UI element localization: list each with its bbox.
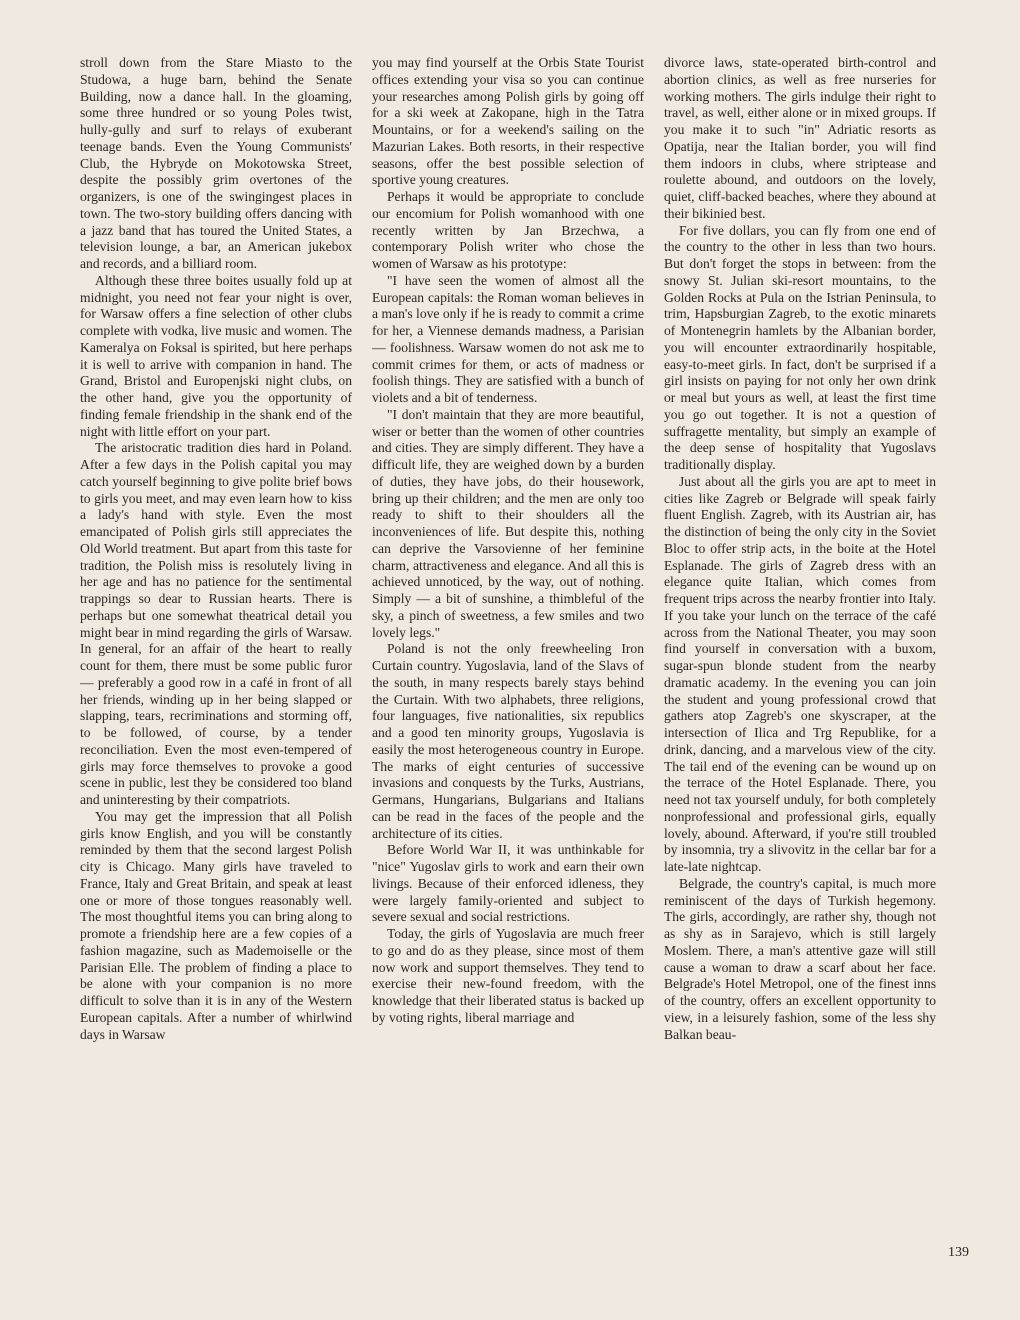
paragraph: Poland is not the only freewheeling Iron Curtain country. Yugoslavia, land of the Slavs of the south, in many respects barely stays behind the Curtain. With two alphabets, three religions, four languages, five nationalities, six republics and a good ten minority groups, Yugoslavia is easily the most heterogeneous country in Europe. The marks of eight centuries of successive invasions and conquests by the Turks, Austrians, Germans, Hungarians, Bulgarians and Italians can be read in the faces of the people and the architecture of its cities.: [372, 641, 644, 841]
paragraph: For five dollars, you can fly from one end of the country to the other in less than two hours. But don't forget the stops in between: from the snowy St. Julian ski-resort mountains, to the Golden Rocks at Pula on the Istrian Peninsula, to trim, Hapsburgian Zagreb, to the exotic minarets of Montenegrin hamlets by the Albanian border, you will encounter extraordinarily hospitable, easy-to-meet girls. In fact, don't be surprised if a girl insists on paying for not only her own drink or meal but yours as well, at least the first time you go out together. It is not a question of suffragette mentality, but simply an example of the deep sense of hospitality that Yugoslavs traditionally display.: [664, 222, 936, 472]
paragraph: Today, the girls of Yugoslavia are much freer to go and do as they please, since most of them now work and support themselves. They tend to exercise their new-found freedom, with the knowledge that their liberated status is backed up by voting rights, liberal marriage and: [372, 926, 644, 1025]
paragraph: You may get the impression that all Polish girls know English, and you will be constantly reminded by them that the second largest Polish city is Chicago. Many girls have traveled to France, Italy and Great Britain, and speak at least one or more of those tongues reasonably well. The most thoughtful items you can bring along to promote a friendship here are a few copies of a fashion magazine, such as Mademoiselle or the Parisian Elle. The problem of finding a place to be alone with your companion is no more difficult to solve than it is in any of the Western European capitals. After a number of whirlwind days in Warsaw: [80, 808, 352, 1042]
text-column-1: [80, 55, 352, 1270]
paragraph: "I have seen the women of almost all the European capitals: the Roman woman believes in a man's love only if he is ready to commit a crime for her, a Viennese demands madness, a Parisian — foolishness. Warsaw women do not ask me to commit crimes for them, or acts of madness or foolish things. They are satisfied with a bunch of violets and a bit of tenderness.: [372, 272, 644, 405]
paragraph: stroll down from the Stare Miasto to the Studowa, a huge barn, behind the Senate Building, now a dance hall. In the gloaming, some three hundred or so young Poles twist, hully-gully and surf to relays of exuberant teenage bands. Even the Young Communists' Club, the Hybryde on Mokotowska Street, despite the possibly grim overtones of the organizers, is one of the swingingest places in town. The two-story building offers dancing with a jazz band that has toured the United States, a television lounge, a bar, an American jukebox and records, and a billiard room.: [80, 55, 352, 271]
paragraph: Before World War II, it was unthinkable for "nice" Yugoslav girls to work and earn their own livings. Because of their enforced idleness, they were largely family-oriented and subject to severe sexual and social restrictions.: [372, 842, 644, 925]
paragraph: The aristocratic tradition dies hard in Poland. After a few days in the Polish capital you may catch yourself beginning to give polite brief bows to girls you meet, and may even learn how to kiss a lady's hand with style. Even the most emancipated of Polish girls still appreciates the Old World treatment. But apart from this taste for tradition, the Polish miss is resolutely living in her age and has no patience for the sentimental trappings so dear to Russian hearts. There is perhaps but one somewhat theatrical detail you might bear in mind regarding the girls of Warsaw. In general, for an affair of the heart to really count for them, there must be some public furor — preferably a good row in a café in front of all her friends, winding up in her being slapped or slapping, tears, recriminations and storming off, to be followed, of course, by a tender reconciliation. Even the most even-tempered of girls may force themselves to provoke a good scene in public, lest they be considered too bland and uninteresting by their compatriots.: [80, 440, 352, 807]
paragraph: you may find yourself at the Orbis State Tourist offices extending your visa so you can continue your researches among Polish girls by going off for a ski week at Zakopane, high in the Tatra Mountains, or for a weekend's sailing on the Mazurian Lakes. Both resorts, in their respective seasons, offer the best possible selection of sportive young creatures.: [372, 55, 644, 188]
paragraph: Belgrade, the country's capital, is much more reminiscent of the days of Turkish hegemony. The girls, accordingly, are rather shy, though not as shy as in Sarajevo, which is still largely Moslem. There, a man's attentive gaze will still cause a woman to draw a scarf about her face. Belgrade's Hotel Metropol, one of the finest inns of the country, offers an excellent opportunity to view, in a leisurely fashion, some of the less shy Balkan beau-: [664, 875, 936, 1042]
paragraph: Although these three boites usually fold up at midnight, you need not fear your night is over, for Warsaw offers a fine selection of other clubs complete with vodka, live music and women. The Kameralya on Foksal is spirited, but here perhaps it is well to arrive with companion in hand. The Grand, Bristol and Europenjski night clubs, on the other hand, give you the opportunity of finding female friendship in the shank end of the night with little effort on your part.: [80, 272, 352, 439]
paragraph: Perhaps it would be appropriate to conclude our encomium for Polish womanhood with one recently written by Jan Brzechwa, a contemporary Polish writer who chose the women of Warsaw as his prototype:: [372, 189, 644, 271]
paragraph: "I don't maintain that they are more beautiful, wiser or better than the women of other countries and cities. They are simply different. They have a difficult life, they are weighed down by a burden of duties, they have jobs, do their housework, bring up their children; and the men are only too ready to shift to their shoulders all the inconveniences of life. But despite this, nothing can deprive the Varsovienne of her feminine charm, attractiveness and elegance. And all this is achieved unnoticed, by the way, out of nothing. Simply — a bit of sunshine, a thimbleful of the sky, a pinch of sweetness, a few smiles and two lovely legs.": [372, 406, 644, 640]
paragraph: divorce laws, state-operated birth-control and abortion clinics, as well as free nurseries for working mothers. The girls indulge their right to travel, as well, either alone or in mixed groups. If you make it to such "in" Adriatic resorts as Opatija, near the Italian border, you will find them indoors in clubs, where striptease and roulette abound, and outdoors on the lovely, quiet, cliff-backed beaches, where they abound at their bikinied best.: [664, 55, 936, 221]
paragraph: Just about all the girls you are apt to meet in cities like Zagreb or Belgrade will speak fairly fluent English. Zagreb, with its Austrian air, has the distinction of being the only city in the Soviet Bloc to offer strip acts, in the boite at the Hotel Esplanade. The girls of Zagreb dress with an elegance quite Italian, which comes from frequent trips across the nearby frontier into Italy. If you take your lunch on the terrace of the café across from the National Theater, you may soon find yourself in conversation with a buxom, sugar-spun blonde student from the nearby dramatic academy. In the evening you can join the student and young professional crowd that gathers atop Zagreb's one skyscraper, at the intersection of Ilica and Trg Republike, for a drink, dancing, and a marvelous view of the city. The tail end of the evening can be wound up on the terrace of the Hotel Esplanade. There, you need not tax yourself unduly, for both completely nonprofessional and professional girls, equally lovely, abound. Afterward, if you're still troubled by insomnia, try a slivovitz in the cellar bar for a late-late nightcap.: [664, 473, 936, 874]
text-column-3: [664, 55, 936, 1270]
page-number: 139: [948, 1245, 969, 1260]
text-column-2: [372, 55, 644, 1270]
